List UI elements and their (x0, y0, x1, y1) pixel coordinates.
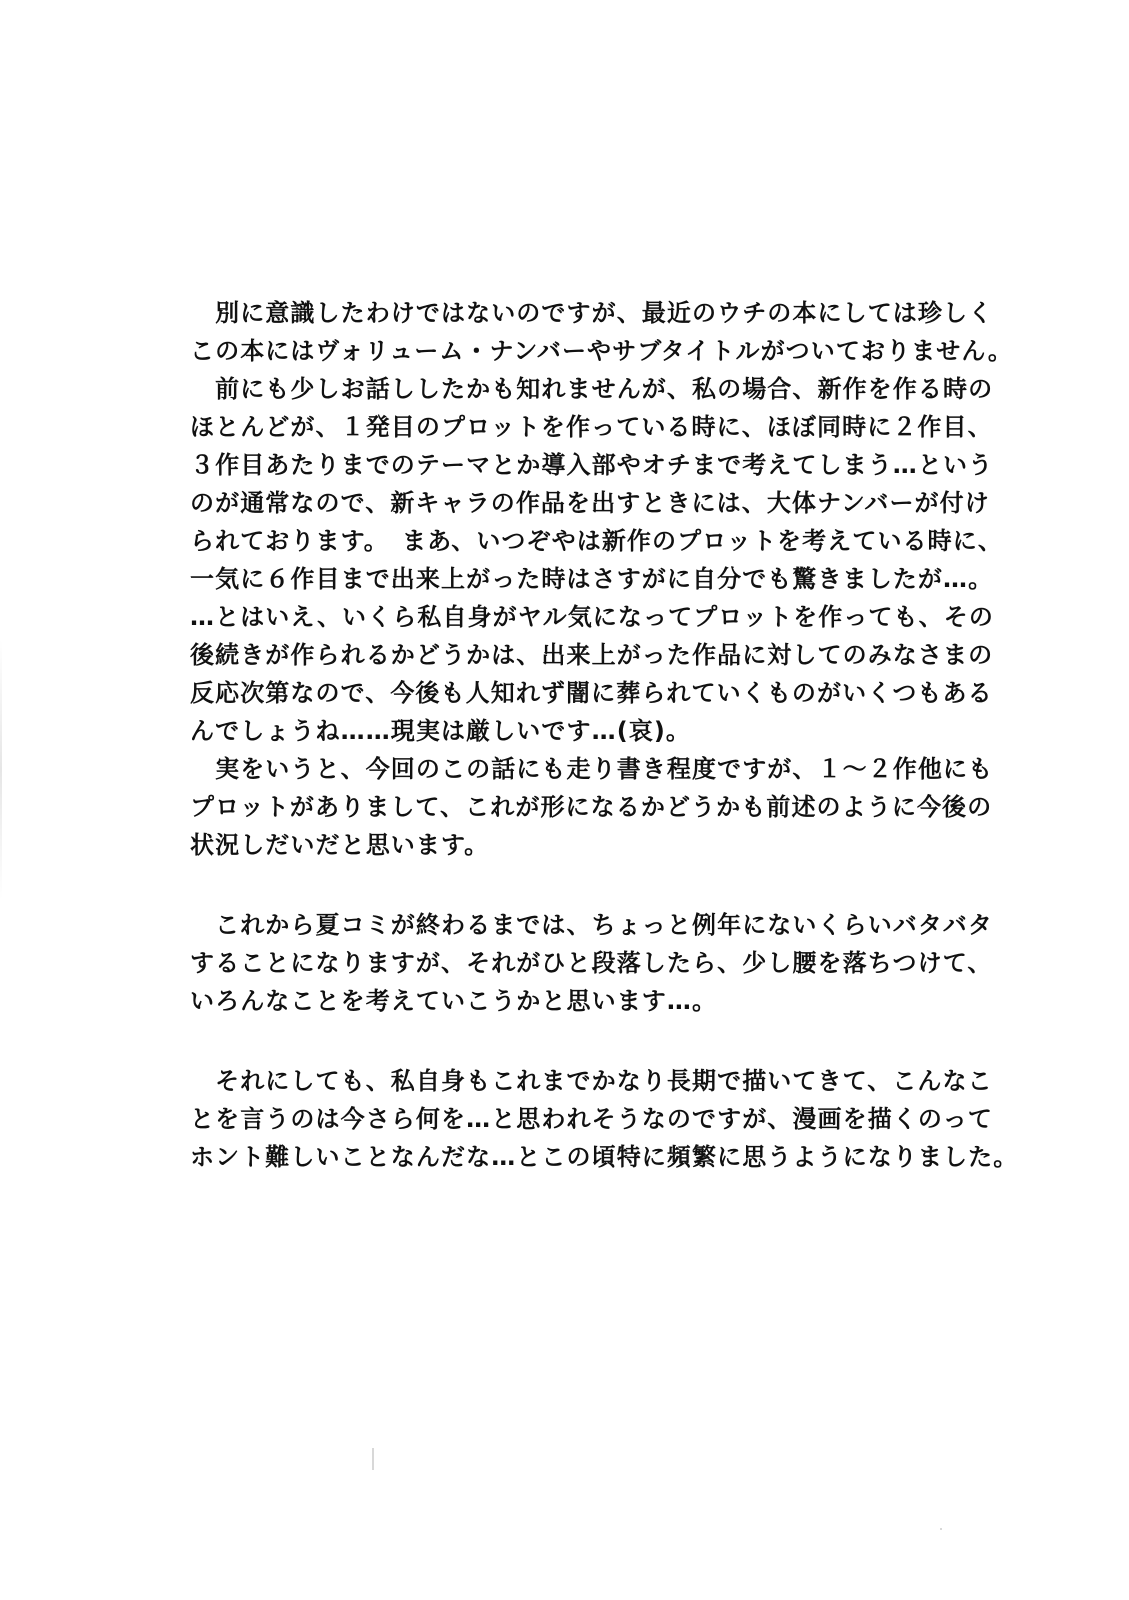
text-line: 一気に６作目まで出来上がった時はさすがに自分でも驚きましたが…。 (190, 565, 994, 593)
text-line: 前にも少しお話ししたかも知れませんが、私の場合、新作を作る時の (190, 375, 994, 403)
text-line: プロットがありまして、これが形になるかどうかも前述のように今後の (190, 793, 993, 821)
paragraph-gap (190, 864, 950, 906)
scan-edge-shadow (0, 640, 2, 900)
text-line: いろんなことを考えていこうかと思います…。 (190, 987, 718, 1015)
afterword-text (190, 294, 1019, 1176)
scan-speck (940, 1528, 942, 1530)
paragraph-gap (190, 1020, 950, 1062)
text-line: 状況しだいだと思います。 (190, 831, 490, 859)
text-line: この本にはヴォリューム・ナンバーやサブタイトルがついておりません。 (190, 337, 1014, 365)
text-line: これから夏コミが終わるまでは、ちょっと例年にないくらいバタバタ (190, 911, 993, 939)
text-line: 後続きが作られるかどうかは、出来上がった作品に対してのみなさまの (190, 641, 994, 669)
text-line: ホント難しいことなんだな…とこの頃特に頻繁に思うようになりました。 (190, 1143, 1019, 1171)
text-line: られております。 まあ、いつぞやは新作のプロットを考えている時に、 (190, 527, 1003, 555)
scan-speck (372, 1448, 374, 1470)
text-line: 実をいうと、今回のこの話にも走り書き程度ですが、１～２作他にも (190, 755, 994, 783)
text-line: んでしょうね……現実は厳しいです…(哀)。 (190, 717, 692, 745)
text-line: することになりますが、それがひと段落したら、少し腰を落ちつけて、 (190, 949, 993, 977)
text-line: のが通常なので、新キャラの作品を出すときには、大体ナンバーが付け (190, 489, 990, 517)
text-line: それにしても、私自身もこれまでかなり長期で描いてきて、こんなこ (190, 1067, 993, 1095)
text-line: ほとんどが、１発目のプロットを作っている時に、ほぼ同時に２作目、 (190, 413, 993, 441)
text-line: とを言うのは今さら何を…と思われそうなのですが、漫画を描くのって (190, 1105, 993, 1133)
text-line: 別に意識したわけではないのですが、最近のウチの本にしては珍しく (190, 299, 994, 327)
text-line: …とはいえ、いくら私自身がヤル気になってプロットを作っても、その (190, 603, 994, 631)
text-line: 反応次第なので、今後も人知れず闇に葬られていくものがいくつもある (190, 679, 993, 707)
text-line: ３作目あたりまでのテーマとか導入部やオチまで考えてしまう…という (190, 451, 994, 479)
